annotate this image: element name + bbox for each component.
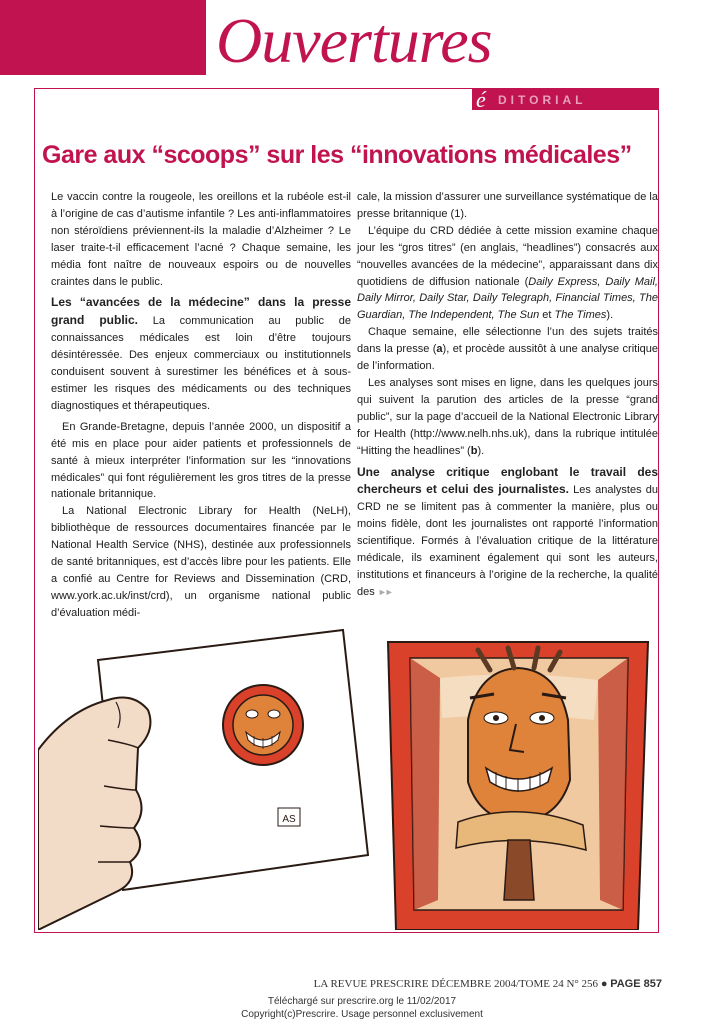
right-column	[357, 189, 658, 601]
paragraph: Chaque semaine, elle sélectionne l’un des sujets traités dans la presse (a), et procède aussitôt à une analyse critique de l’information.	[357, 326, 658, 373]
cartoon-illustration	[38, 600, 656, 930]
paragraph: La National Electronic Library for Health (NeLH), bibliothèque de ressources documentaires financée par le National Health Service (NHS), destinée aux professionnels de santé britanniques, est d’accès libre pour les patients. Elle a confié au Centre for Reviews and Dissemination (CRD, www.york.ac.uk/inst/crd), un organisme national public d’évaluation médi-	[51, 505, 351, 619]
newspaper-list: Daily Express, Daily Mail, Daily Mirror, Daily Star, Daily Telegraph, Financial Times, The Guardian, The Independent, The Sun	[357, 275, 658, 322]
left-column	[51, 189, 351, 622]
journal-footer	[314, 978, 662, 990]
paragraph: Les analyses sont mises en ligne, dans les quelques jours qui suivent la parution des articles de la presse “grand public”, sur la page d’accueil de la National Electronic Library for Health (http://www.nelh.nhs.uk), dans la rubrique intitulée “Hitting the headlines” (b).	[357, 376, 658, 457]
paragraph: En Grande-Bretagne, depuis l’année 2000, un dispositif a été mis en place pour aider patients et professionnels de santé à mieux interpréter l’information sur les “innovations médicales” qui font régulièrement les gros titres de la presse nationale britannique.	[51, 420, 351, 501]
subheading: Une analyse critique englobant le travail des chercheurs et celui des journalistes.	[357, 464, 658, 497]
lead-paragraph: Le vaccin contre la rougeole, les oreillons et la rubéole est-il à l’origine de cas d’autisme infantile ? Les anti-inflammatoires non stéroïdiens préviennent-ils la maladie d’Alzheimer ? Le laser traite-t-il efficacement l’acné ? Chaque semaine, les média font naître de nouveaux espoirs ou de nouvelles craintes dans le public.	[51, 191, 351, 288]
paragraph: cale, la mission d’assurer une surveillance systématique de la presse britannique (1).	[357, 191, 658, 220]
header-color-block	[0, 0, 206, 75]
copyright-note: Copyright(c)Prescrire. Usage personnel exclusivement	[241, 1009, 483, 1020]
section-title: Ouvertures	[216, 5, 492, 76]
editorial-label	[472, 89, 658, 110]
reference-b: b	[470, 444, 478, 457]
page-number: PAGE 857	[610, 978, 662, 990]
bullet-icon: ●	[600, 978, 608, 990]
journal-reference: LA REVUE PRESCRIRE DÉCEMBRE 2004/TOME 24 N° 256	[313, 978, 599, 990]
hand	[38, 698, 150, 930]
subheading: Les “avancées de la médecine” dans la presse grand public.	[51, 295, 351, 328]
paragraph: L’équipe du CRD dédiée à cette mission examine chaque jour les “gros titres” (en anglais, “headlines”) consacrés aux “nouvelles avancées de la médecine”, apparaissant dans dix quotidiens de diffusion nationale (Daily Express, Daily Mail, Daily Mirror, Daily Star, Daily Telegraph, Financial Times, The Guardian, The Independent, The Sun et The Times).	[357, 224, 658, 322]
download-note: Téléchargé sur prescrire.org le 11/02/2017	[267, 996, 457, 1007]
continue-arrow-icon: ►►	[377, 586, 392, 597]
editorial-initial: é	[476, 87, 486, 112]
paragraph: Une analyse critique englobant le travail des chercheurs et celui des journalistes. Les analystes du CRD ne se limitent pas à commenter la manière, plus ou moins fidèle, dont les journalistes ont rapporté l’information scientifique. Formés à l’évaluation critique de la littérature médicale, ils examinent également qui sont les auteurs, institutions et financeurs à l’origine de la recherche, la qualité des ►►	[357, 464, 658, 598]
paragraph: Les “avancées de la médecine” dans la presse grand public. La communication au public de connaissances médicales est loin d’être toujours désintéressée. Des enjeux commerciaux ou institutionnels conduisent souvent à surestimer les bénéfices et à sous-estimer les risques des médicaments ou des techniques diagnostiques et thérapeutiques.	[51, 295, 351, 412]
editorial-label-text: DITORIAL	[498, 93, 587, 107]
article-headline: Gare aux “scoops” sur les “innovations médicales”	[42, 141, 632, 169]
artist-signature: AS	[282, 814, 296, 825]
reference-a: a	[436, 343, 443, 356]
